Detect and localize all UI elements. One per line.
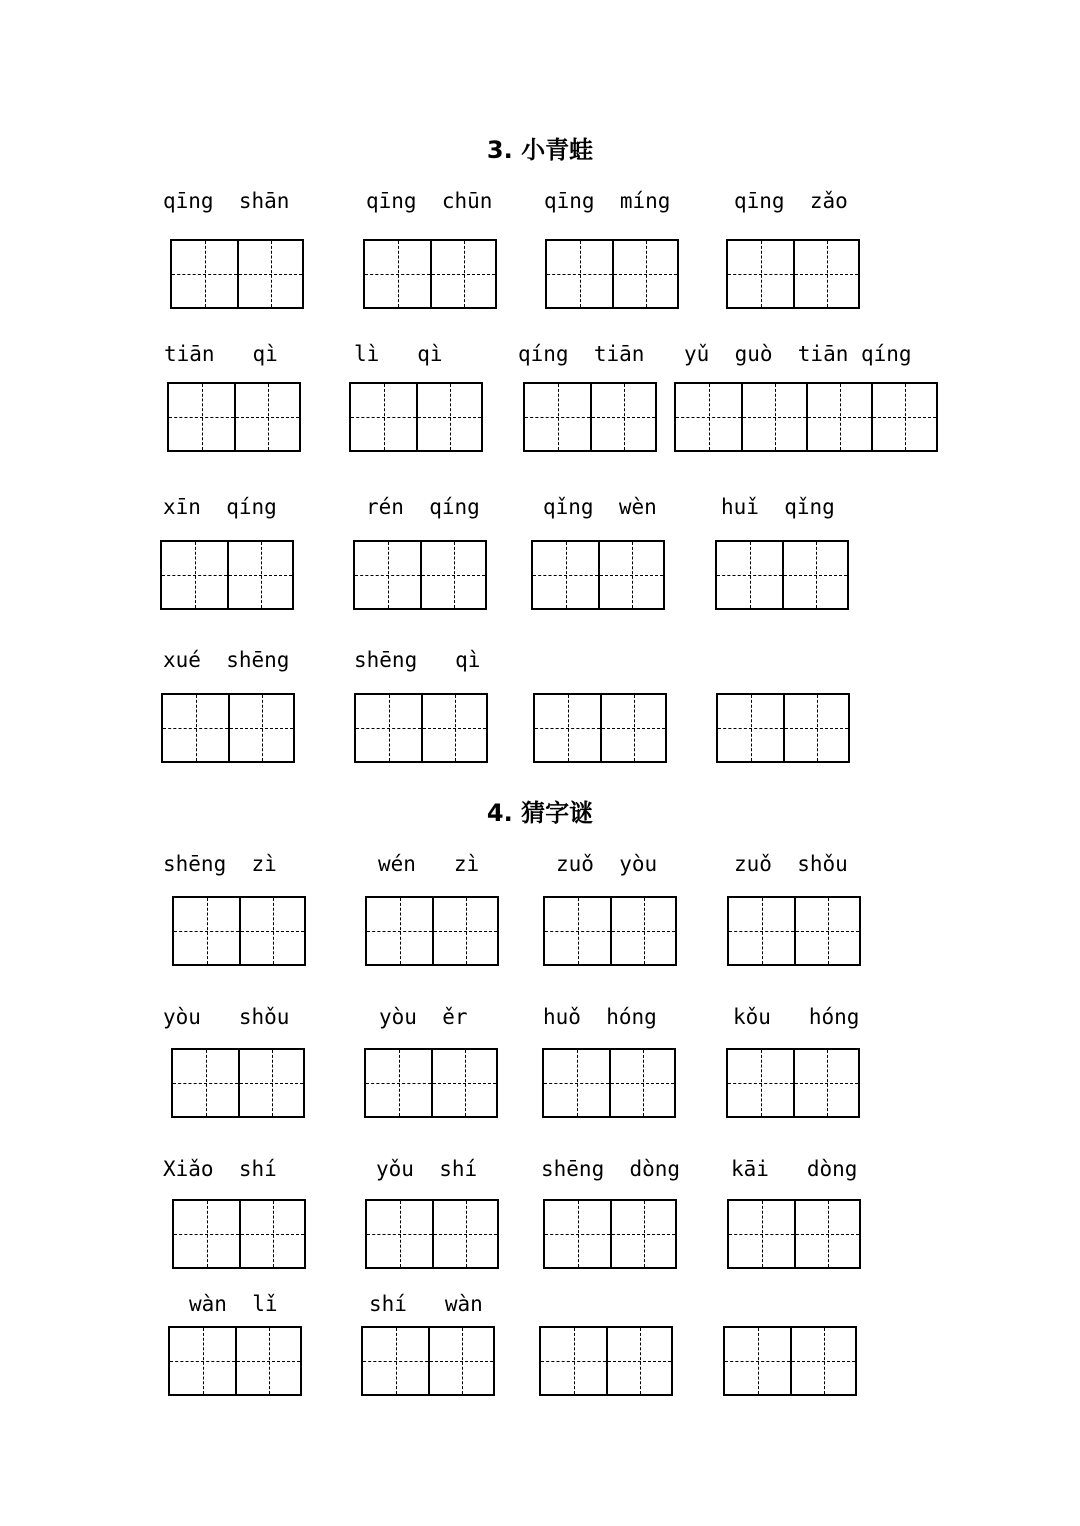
tianzige-cell[interactable]: [609, 1050, 674, 1116]
tianzige-cell[interactable]: [228, 695, 293, 761]
writing-grid: [531, 540, 665, 610]
tianzige-cell[interactable]: [172, 241, 237, 307]
writing-grid: [727, 896, 861, 966]
tianzige-cell[interactable]: [600, 695, 665, 761]
tianzige-cell[interactable]: [367, 898, 432, 964]
tianzige-cell[interactable]: [806, 384, 871, 450]
pinyin-label: lì qì: [354, 342, 443, 366]
tianzige-cell[interactable]: [363, 1328, 428, 1394]
pinyin-label: wén zì: [378, 852, 480, 876]
tianzige-cell[interactable]: [676, 384, 741, 450]
tianzige-cell[interactable]: [162, 542, 227, 608]
tianzige-cell[interactable]: [718, 695, 783, 761]
writing-grid: [354, 693, 488, 763]
writing-grid: [545, 239, 679, 309]
tianzige-cell[interactable]: [174, 1201, 239, 1267]
tianzige-cell[interactable]: [239, 898, 304, 964]
tianzige-cell[interactable]: [428, 1328, 493, 1394]
tianzige-cell[interactable]: [366, 1050, 431, 1116]
writing-grid: [167, 382, 301, 452]
pinyin-label: shí wàn: [369, 1292, 483, 1316]
tianzige-cell[interactable]: [610, 898, 675, 964]
pinyin-label: qīng zǎo: [734, 189, 848, 213]
tianzige-cell[interactable]: [420, 542, 485, 608]
tianzige-cell[interactable]: [610, 1201, 675, 1267]
tianzige-cell[interactable]: [783, 695, 848, 761]
tianzige-cell[interactable]: [535, 695, 600, 761]
lesson-3-title: 3. 小青蛙: [486, 136, 594, 164]
writing-grid: [365, 896, 499, 966]
pinyin-label: zuǒ shǒu: [734, 852, 848, 876]
tianzige-cell[interactable]: [545, 898, 610, 964]
writing-grid: [533, 693, 667, 763]
tianzige-cell[interactable]: [239, 1201, 304, 1267]
pinyin-label: qīng chūn: [366, 189, 493, 213]
pinyin-label: huǒ hóng: [543, 1005, 657, 1029]
tianzige-cell[interactable]: [782, 542, 847, 608]
writing-grid: [161, 693, 295, 763]
tianzige-cell[interactable]: [612, 241, 677, 307]
pinyin-label: qíng tiān: [518, 342, 645, 366]
lesson-4-title: 4. 猜字谜: [486, 799, 594, 827]
writing-grid: [365, 1199, 499, 1269]
tianzige-cell[interactable]: [547, 241, 612, 307]
writing-grid: [160, 540, 294, 610]
tianzige-cell[interactable]: [871, 384, 936, 450]
tianzige-cell[interactable]: [728, 1050, 793, 1116]
pinyin-label: yòu ěr: [379, 1005, 468, 1029]
tianzige-cell[interactable]: [170, 1328, 235, 1394]
tianzige-cell[interactable]: [590, 384, 655, 450]
tianzige-cell[interactable]: [416, 384, 481, 450]
pinyin-label: shēng qì: [354, 648, 481, 672]
tianzige-cell[interactable]: [793, 1050, 858, 1116]
pinyin-label: xué shēng: [163, 648, 290, 672]
tianzige-cell[interactable]: [729, 1201, 794, 1267]
tianzige-cell[interactable]: [793, 241, 858, 307]
tianzige-cell[interactable]: [237, 241, 302, 307]
tianzige-cell[interactable]: [351, 384, 416, 450]
tianzige-cell[interactable]: [238, 1050, 303, 1116]
tianzige-cell[interactable]: [741, 384, 806, 450]
pinyin-label: yǒu shí: [376, 1157, 478, 1181]
writing-grid: [726, 239, 860, 309]
tianzige-cell[interactable]: [365, 241, 430, 307]
pinyin-label: tiān qì: [164, 342, 278, 366]
pinyin-label: xīn qíng: [163, 495, 277, 519]
tianzige-cell[interactable]: [430, 241, 495, 307]
writing-grid: [170, 239, 304, 309]
writing-grid: [364, 1048, 498, 1118]
tianzige-cell[interactable]: [544, 1050, 609, 1116]
pinyin-label: Xiǎo shí: [163, 1157, 277, 1181]
tianzige-cell[interactable]: [598, 542, 663, 608]
tianzige-cell[interactable]: [174, 898, 239, 964]
tianzige-cell[interactable]: [432, 898, 497, 964]
tianzige-cell[interactable]: [545, 1201, 610, 1267]
tianzige-cell[interactable]: [729, 898, 794, 964]
tianzige-cell[interactable]: [367, 1201, 432, 1267]
writing-grid: [172, 896, 306, 966]
tianzige-cell[interactable]: [794, 898, 859, 964]
writing-grid: [363, 239, 497, 309]
tianzige-cell[interactable]: [173, 1050, 238, 1116]
tianzige-cell[interactable]: [227, 542, 292, 608]
tianzige-cell[interactable]: [432, 1201, 497, 1267]
writing-grid: [716, 693, 850, 763]
writing-grid: [543, 896, 677, 966]
writing-grid: [674, 382, 938, 452]
writing-grid: [542, 1048, 676, 1118]
pinyin-label: qīng shān: [163, 189, 290, 213]
pinyin-label: yǔ guò tiān qíng: [684, 342, 912, 366]
pinyin-label: kāi dòng: [731, 1157, 858, 1181]
tianzige-cell[interactable]: [717, 542, 782, 608]
tianzige-cell[interactable]: [163, 695, 228, 761]
pinyin-label: huǐ qǐng: [721, 495, 835, 519]
writing-grid: [361, 1326, 495, 1396]
writing-grid: [726, 1048, 860, 1118]
tianzige-cell[interactable]: [606, 1328, 671, 1394]
writing-grid: [172, 1199, 306, 1269]
pinyin-label: shēng zì: [163, 852, 277, 876]
tianzige-cell[interactable]: [794, 1201, 859, 1267]
tianzige-cell[interactable]: [525, 384, 590, 450]
tianzige-cell[interactable]: [541, 1328, 606, 1394]
writing-grid: [543, 1199, 677, 1269]
writing-grid: [715, 540, 849, 610]
tianzige-cell[interactable]: [728, 241, 793, 307]
tianzige-cell[interactable]: [725, 1328, 790, 1394]
tianzige-cell[interactable]: [355, 542, 420, 608]
pinyin-label: yòu shǒu: [163, 1005, 290, 1029]
writing-grid: [168, 1326, 302, 1396]
tianzige-cell[interactable]: [169, 384, 234, 450]
tianzige-cell[interactable]: [421, 695, 486, 761]
writing-grid: [539, 1326, 673, 1396]
pinyin-label: zuǒ yòu: [556, 852, 658, 876]
writing-grid: [349, 382, 483, 452]
writing-grid: [353, 540, 487, 610]
pinyin-label: kǒu hóng: [733, 1005, 860, 1029]
tianzige-cell[interactable]: [234, 384, 299, 450]
writing-grid: [723, 1326, 857, 1396]
tianzige-cell[interactable]: [431, 1050, 496, 1116]
writing-grid: [171, 1048, 305, 1118]
pinyin-label: qǐng wèn: [543, 495, 657, 519]
pinyin-label: shēng dòng: [541, 1157, 681, 1181]
tianzige-cell[interactable]: [356, 695, 421, 761]
writing-grid: [523, 382, 657, 452]
tianzige-cell[interactable]: [235, 1328, 300, 1394]
tianzige-cell[interactable]: [533, 542, 598, 608]
pinyin-label: rén qíng: [366, 495, 480, 519]
pinyin-label: qīng míng: [544, 189, 671, 213]
pinyin-label: wàn lǐ: [189, 1292, 278, 1316]
writing-grid: [727, 1199, 861, 1269]
tianzige-cell[interactable]: [790, 1328, 855, 1394]
